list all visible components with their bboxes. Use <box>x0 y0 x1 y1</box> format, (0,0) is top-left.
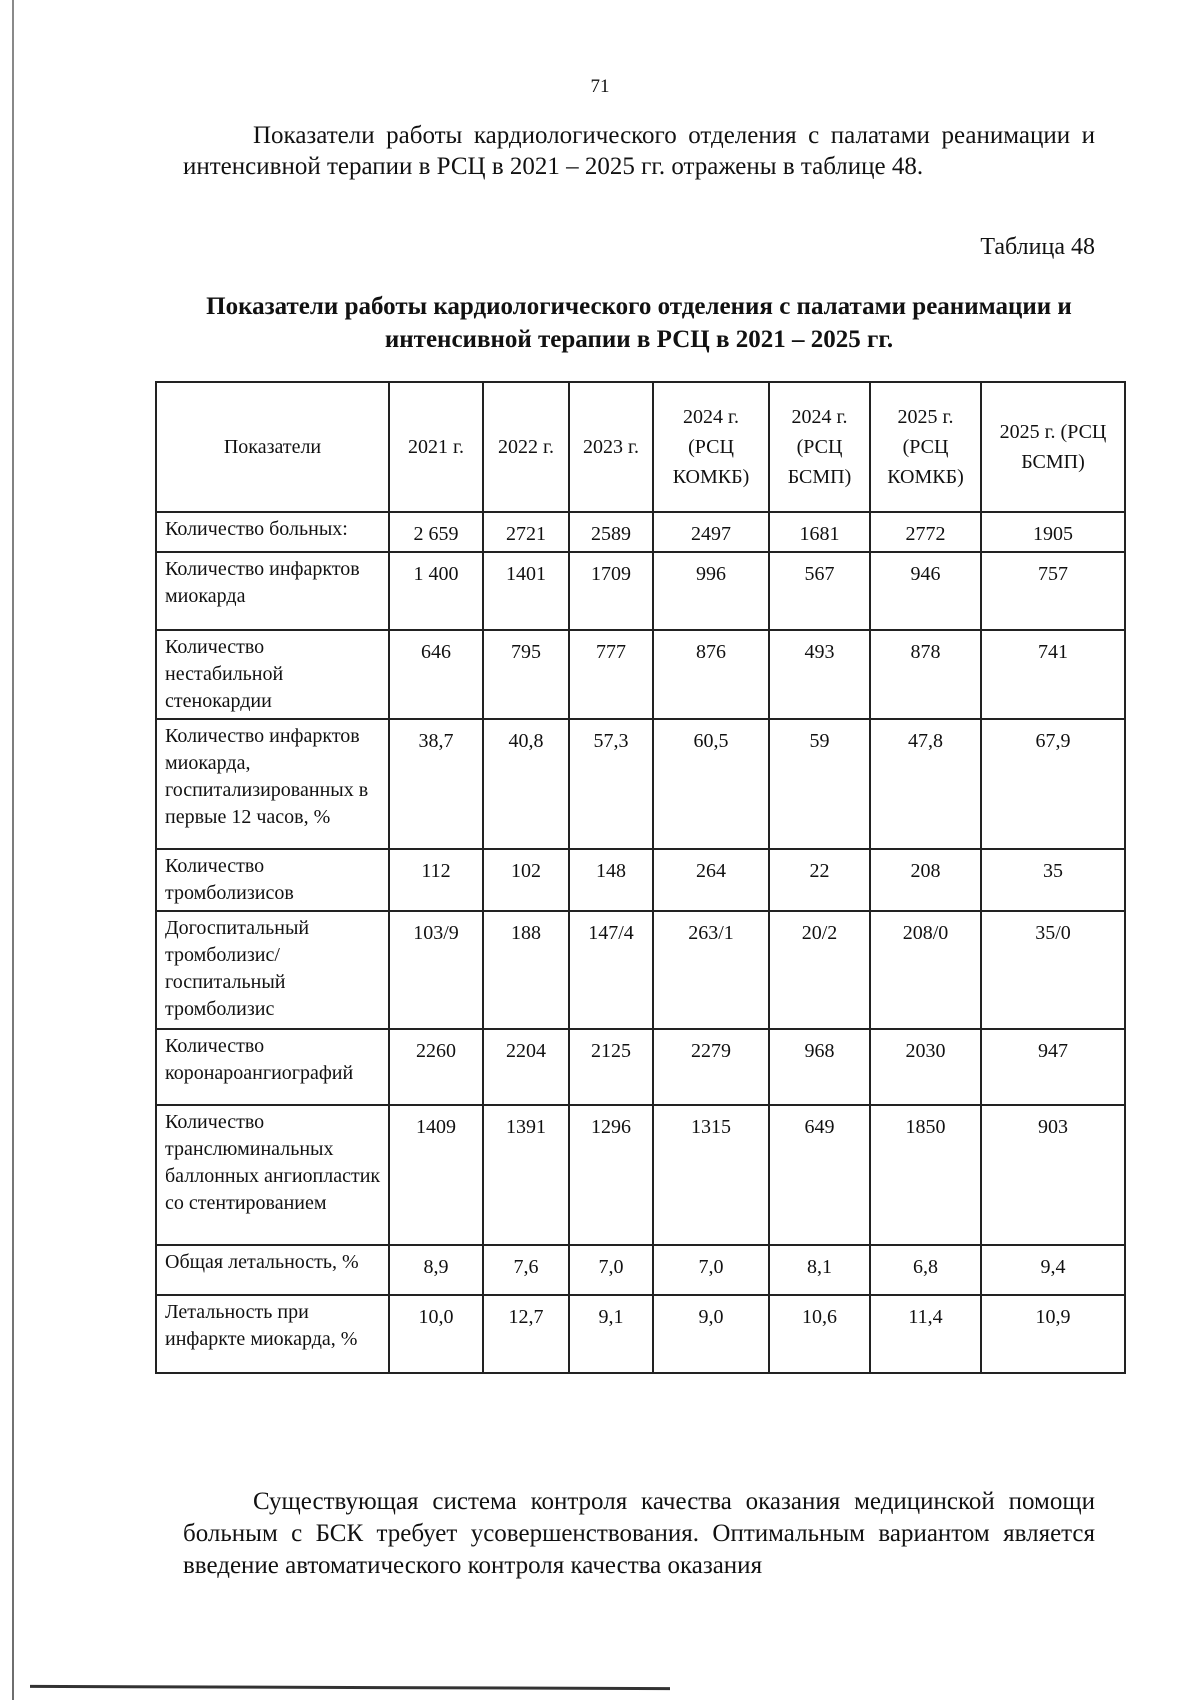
row-value: 9,0 <box>653 1295 769 1373</box>
row-label: Количество инфарктов миокарда <box>156 552 389 630</box>
row-value: 741 <box>981 630 1125 719</box>
row-value: 208 <box>870 849 981 911</box>
row-value: 11,4 <box>870 1295 981 1373</box>
row-value: 10,0 <box>389 1295 483 1373</box>
row-value: 102 <box>483 849 569 911</box>
row-value: 1681 <box>769 512 870 552</box>
row-value: 40,8 <box>483 719 569 849</box>
row-label: Количество транслюминальных баллонных ангиопластик со стентированием <box>156 1105 389 1245</box>
row-value: 20/2 <box>769 911 870 1029</box>
row-label: Количество тромболизисов <box>156 849 389 911</box>
table-row <box>156 512 1125 552</box>
intro-paragraph: Показатели работы кардиологического отделения с палатами реанимации и интенсивной терапии в РСЦ в 2021 – 2025 гг. отражены в таблице 48. <box>183 122 1095 180</box>
row-value: 12,7 <box>483 1295 569 1373</box>
table-header-cell: 2025 г. (РСЦ БСМП) <box>981 382 1125 512</box>
table-row <box>156 911 1125 1029</box>
row-value: 59 <box>769 719 870 849</box>
row-value: 1709 <box>569 552 653 630</box>
row-value: 208/0 <box>870 911 981 1029</box>
row-label: Общая летальность, % <box>156 1245 389 1295</box>
row-value: 103/9 <box>389 911 483 1029</box>
table-header-cell: 2024 г. (РСЦ КОМКБ) <box>653 382 769 512</box>
page-number: 71 <box>590 76 610 97</box>
row-value: 2125 <box>569 1029 653 1105</box>
row-value: 147/4 <box>569 911 653 1029</box>
row-value: 2260 <box>389 1029 483 1105</box>
row-value: 493 <box>769 630 870 719</box>
row-value: 10,6 <box>769 1295 870 1373</box>
row-value: 946 <box>870 552 981 630</box>
row-value: 35/0 <box>981 911 1125 1029</box>
table-row <box>156 1105 1125 1245</box>
row-value: 1409 <box>389 1105 483 1245</box>
row-value: 2772 <box>870 512 981 552</box>
row-value: 60,5 <box>653 719 769 849</box>
row-value: 38,7 <box>389 719 483 849</box>
row-label: Количество нестабильной стенокардии <box>156 630 389 719</box>
table-header-cell: 2025 г. (РСЦ КОМКБ) <box>870 382 981 512</box>
table-header-cell: 2021 г. <box>389 382 483 512</box>
row-value: 7,0 <box>569 1245 653 1295</box>
row-value: 2204 <box>483 1029 569 1105</box>
row-label: Количество больных: <box>156 512 389 552</box>
row-value: 10,9 <box>981 1295 1125 1373</box>
row-value: 1 400 <box>389 552 483 630</box>
row-value: 188 <box>483 911 569 1029</box>
row-value: 57,3 <box>569 719 653 849</box>
row-value: 22 <box>769 849 870 911</box>
row-value: 996 <box>653 552 769 630</box>
table-header-cell: 2023 г. <box>569 382 653 512</box>
row-value: 8,1 <box>769 1245 870 1295</box>
row-value: 7,6 <box>483 1245 569 1295</box>
row-label: Догоспитальный тромболизис/ госпитальный тромболизис <box>156 911 389 1029</box>
table-header-cell: Показатели <box>156 382 389 512</box>
row-value: 947 <box>981 1029 1125 1105</box>
row-value: 47,8 <box>870 719 981 849</box>
table-header-row <box>156 382 1125 512</box>
scan-left-edge <box>12 0 14 1700</box>
table-caption: Таблица 48 <box>980 234 1095 260</box>
row-value: 2030 <box>870 1029 981 1105</box>
row-value: 567 <box>769 552 870 630</box>
row-value: 1850 <box>870 1105 981 1245</box>
row-label: Количество инфарктов миокарда, госпитализированных в первые 12 часов, % <box>156 719 389 849</box>
row-value: 757 <box>981 552 1125 630</box>
scan-bottom-edge <box>30 1685 670 1690</box>
outro-paragraph: Существующая система контроля качества оказания медицинской помощи больным с БСК требует усовершенствования. Оптимальным вариантом является введение автоматического контроля качества оказания <box>183 1488 1095 1579</box>
row-value: 2497 <box>653 512 769 552</box>
row-value: 2279 <box>653 1029 769 1105</box>
row-value: 263/1 <box>653 911 769 1029</box>
row-value: 112 <box>389 849 483 911</box>
row-value: 903 <box>981 1105 1125 1245</box>
row-value: 264 <box>653 849 769 911</box>
row-value: 878 <box>870 630 981 719</box>
row-value: 1315 <box>653 1105 769 1245</box>
row-label: Количество коронароангиографий <box>156 1029 389 1105</box>
row-label: Летальность при инфаркте миокарда, % <box>156 1295 389 1373</box>
row-value: 646 <box>389 630 483 719</box>
row-value: 7,0 <box>653 1245 769 1295</box>
table-row <box>156 1029 1125 1105</box>
row-value: 2 659 <box>389 512 483 552</box>
table-header-cell: 2022 г. <box>483 382 569 512</box>
row-value: 649 <box>769 1105 870 1245</box>
table-row <box>156 849 1125 911</box>
row-value: 1391 <box>483 1105 569 1245</box>
row-value: 2721 <box>483 512 569 552</box>
indicators-table <box>155 381 1126 1374</box>
row-value: 968 <box>769 1029 870 1105</box>
row-value: 9,1 <box>569 1295 653 1373</box>
row-value: 67,9 <box>981 719 1125 849</box>
row-value: 1401 <box>483 552 569 630</box>
row-value: 2589 <box>569 512 653 552</box>
row-value: 777 <box>569 630 653 719</box>
row-value: 6,8 <box>870 1245 981 1295</box>
table-row <box>156 1295 1125 1373</box>
table-row <box>156 552 1125 630</box>
row-value: 1905 <box>981 512 1125 552</box>
row-value: 35 <box>981 849 1125 911</box>
table-row <box>156 719 1125 849</box>
table-row <box>156 1245 1125 1295</box>
table-row <box>156 630 1125 719</box>
table-title: Показатели работы кардиологического отделения с палатами реанимации и интенсивной терапии в РСЦ в 2021 – 2025 гг. <box>206 293 1072 353</box>
row-value: 1296 <box>569 1105 653 1245</box>
row-value: 9,4 <box>981 1245 1125 1295</box>
row-value: 795 <box>483 630 569 719</box>
row-value: 876 <box>653 630 769 719</box>
row-value: 8,9 <box>389 1245 483 1295</box>
table-header-cell: 2024 г. (РСЦ БСМП) <box>769 382 870 512</box>
row-value: 148 <box>569 849 653 911</box>
